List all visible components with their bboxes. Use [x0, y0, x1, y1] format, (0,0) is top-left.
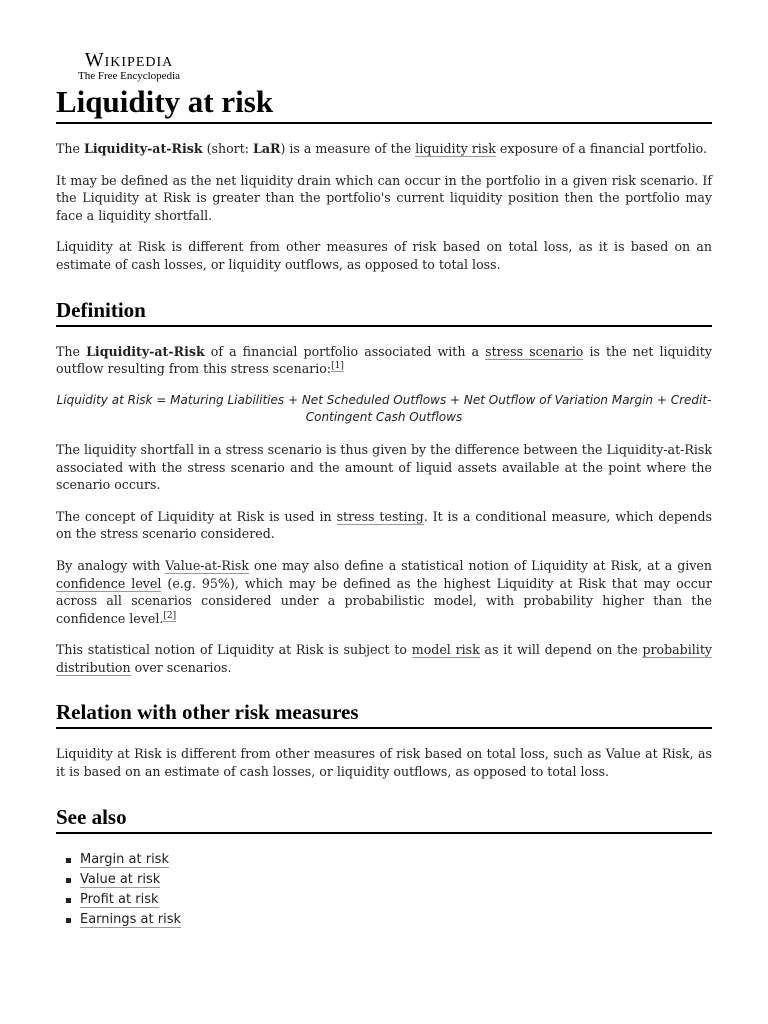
text: The — [56, 141, 84, 156]
text: is the net liquidity outflow resulting from this stress scenario: — [56, 343, 712, 377]
text: (short: — [202, 141, 253, 156]
intro-paragraph-2: It may be defined as the net liquidity drain which can occur in the portfolio in a given risk scenario. If the Liquidity at Risk is greater than the portfolio's current liquidity position then the portfolio may face a liquidity shortfall. — [56, 172, 712, 223]
definition-paragraph-2: The liquidity shortfall in a stress scenario is thus given by the difference between the Liquidity-at-Risk associated with the stress scenario and the amount of liquid assets available at the point where the scenario occurs. — [56, 441, 712, 493]
definition-paragraph-4 — [56, 557, 712, 627]
text: The concept of Liquidity at Risk is used in — [56, 508, 337, 524]
link-margin-at-risk[interactable]: Margin at risk — [80, 851, 169, 867]
wikipedia-wordmark: Wikipedia — [84, 49, 174, 71]
page-title: Liquidity at risk — [56, 82, 712, 124]
text: one may also define a statistical notion of Liquidity at Risk, at a given — [248, 557, 712, 573]
text: . It is a conditional measure, which depends on the stress scenario considered. — [56, 508, 713, 542]
list-item — [80, 890, 712, 910]
bold-abbreviation: LaR — [252, 141, 281, 156]
text: of a financial portfolio associated with a — [204, 343, 486, 359]
text: over scenarios. — [130, 659, 232, 675]
definition-paragraph-1 — [56, 343, 712, 378]
text: ) is a measure of the — [280, 141, 416, 156]
see-also-list — [56, 850, 712, 930]
text: exposure of a financial portfolio. — [495, 141, 708, 156]
heading-definition: Definition — [56, 296, 712, 327]
link-liquidity-risk[interactable]: liquidity risk — [415, 141, 496, 156]
heading-relation: Relation with other risk measures — [56, 698, 712, 729]
link-model-risk[interactable]: model risk — [411, 642, 480, 658]
reference-1 — [331, 361, 344, 372]
link-stress-testing[interactable]: stress testing — [336, 508, 424, 524]
definition-paragraph-5 — [56, 641, 712, 676]
intro-paragraph-3: Liquidity at Risk is different from other measures of risk based on total loss, as it is based on an estimate of cash losses, or liquidity outflows, as opposed to total loss. — [56, 239, 712, 272]
wikipedia-tagline: The Free Encyclopedia — [78, 70, 181, 82]
link-probability-distribution[interactable]: probability distribution — [56, 642, 712, 675]
reference-link-1[interactable]: [1] — [331, 360, 344, 371]
text: as it will depend on the — [479, 642, 643, 658]
definition-paragraph-3 — [56, 508, 712, 543]
bold-term: Liquidity-at-Risk — [86, 343, 205, 359]
bold-term: Liquidity-at-Risk — [83, 141, 203, 156]
text: By analogy with — [56, 557, 166, 573]
wikipedia-logo[interactable] — [78, 50, 180, 83]
list-item — [80, 910, 712, 930]
text: The — [56, 343, 87, 359]
formula: Liquidity at Risk = Maturing Liabilities + Net Scheduled Outflows + Net Outflow of Variation Margin + Credit-Contingent Cash Outflows — [56, 392, 712, 425]
heading-see-also: See also — [56, 803, 712, 834]
link-value-at-risk[interactable]: Value-at-Risk — [165, 557, 249, 573]
reference-link-2[interactable]: [2] — [163, 610, 177, 621]
article-body — [56, 140, 712, 930]
text: (e.g. 95%), which may be defined as the highest Liquidity at Risk that may occur across all scenarios considered under a probabilistic model, with probability higher than the confidence level. — [56, 575, 712, 626]
link-confidence-level[interactable]: confidence level — [56, 575, 162, 591]
link-stress-scenario[interactable]: stress scenario — [485, 343, 584, 359]
text: This statistical notion of Liquidity at Risk is subject to — [56, 642, 412, 658]
reference-2 — [163, 611, 176, 622]
list-item — [80, 870, 712, 890]
list-item — [80, 850, 712, 870]
relation-paragraph: Liquidity at Risk is different from other measures of risk based on total loss, such as Value at Risk, as it is based on an estimate of cash losses, or liquidity outflows, as opposed to total loss. — [56, 746, 712, 780]
link-profit-at-risk[interactable]: Profit at risk — [80, 891, 159, 907]
link-value-at-risk-see-also[interactable]: Value at risk — [80, 871, 161, 887]
link-earnings-at-risk[interactable]: Earnings at risk — [80, 911, 181, 927]
intro-paragraph-1 — [56, 140, 712, 158]
